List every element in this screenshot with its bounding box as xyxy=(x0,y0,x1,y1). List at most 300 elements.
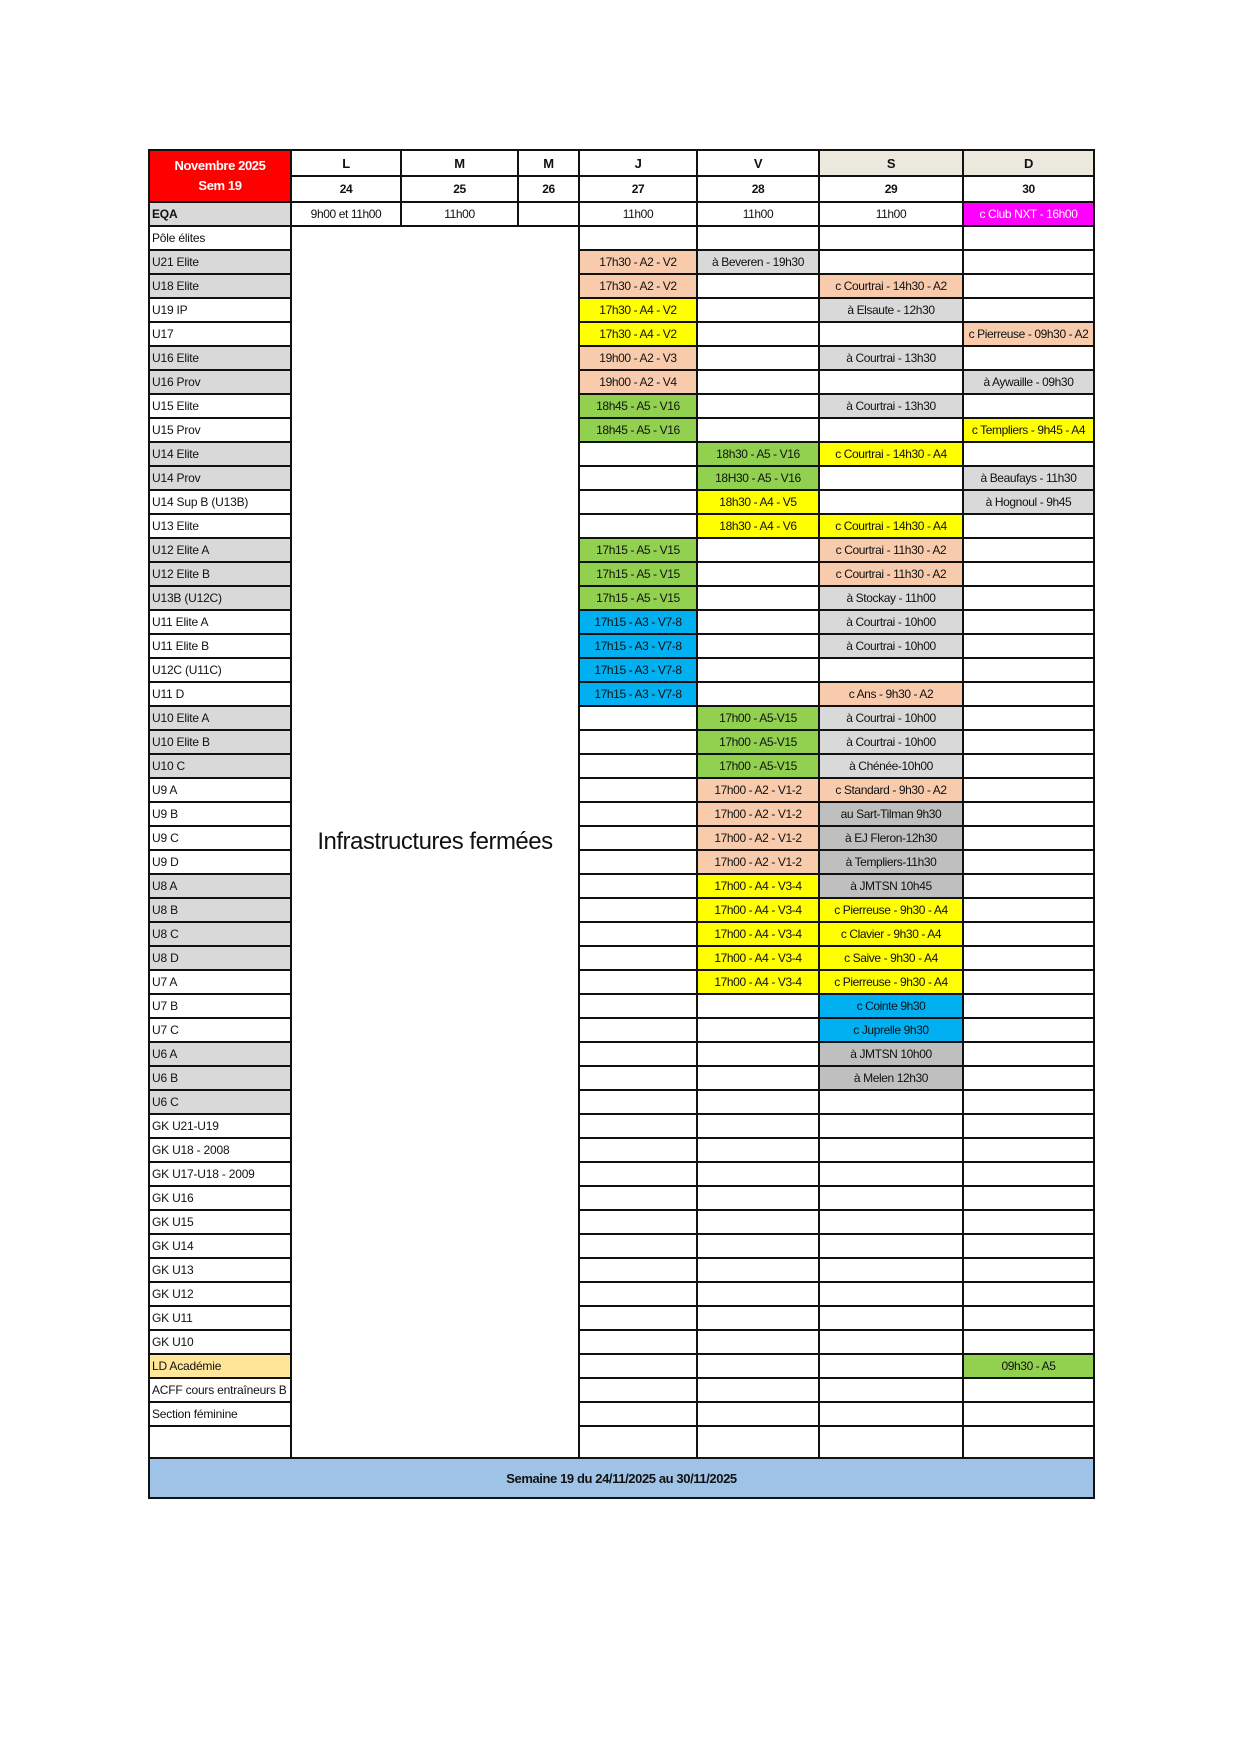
slot-cell-j: 17h30 - A2 - V2 xyxy=(579,250,697,274)
row-label: U16 Elite xyxy=(149,346,291,370)
schedule-row xyxy=(149,1018,1094,1042)
row-label: U18 Elite xyxy=(149,274,291,298)
slot-cell-s xyxy=(819,658,963,682)
slot-cell-v xyxy=(697,1210,819,1234)
slot-cell-j xyxy=(579,1066,697,1090)
slot-cell-s: c Juprelle 9h30 xyxy=(819,1018,963,1042)
row-label: U12 Elite A xyxy=(149,538,291,562)
slot-cell-v: 17h00 - A4 - V3-4 xyxy=(697,970,819,994)
slot-cell-v xyxy=(697,274,819,298)
slot-cell-j xyxy=(579,490,697,514)
row-label: ACFF cours entraîneurs B xyxy=(149,1378,291,1402)
slot-cell-s xyxy=(819,1138,963,1162)
schedule-row xyxy=(149,970,1094,994)
slot-cell-j xyxy=(579,706,697,730)
day-date-mon: 24 xyxy=(291,176,401,202)
day-letter-mon: L xyxy=(291,150,401,176)
day-date-wed: 26 xyxy=(518,176,579,202)
row-label: U12C (U11C) xyxy=(149,658,291,682)
slot-cell-v xyxy=(697,1402,819,1426)
slot-cell-j xyxy=(579,946,697,970)
slot-cell-j: 17h30 - A2 - V2 xyxy=(579,274,697,298)
slot-cell-v xyxy=(697,394,819,418)
slot-cell-s xyxy=(819,226,963,250)
schedule-row xyxy=(149,946,1094,970)
slot-cell-s: c Courtrai - 11h30 - A2 xyxy=(819,562,963,586)
slot-cell-d xyxy=(963,274,1094,298)
day-letter-fri: V xyxy=(697,150,819,176)
slot-cell-v xyxy=(697,1114,819,1138)
schedule-row xyxy=(149,730,1094,754)
slot-cell-j: 17h15 - A5 - V15 xyxy=(579,562,697,586)
row-label: U9 A xyxy=(149,778,291,802)
eqa-label: EQA xyxy=(149,202,291,226)
row-label: U15 Elite xyxy=(149,394,291,418)
slot-cell-s xyxy=(819,418,963,442)
blank-cell xyxy=(149,1426,291,1458)
slot-cell-v xyxy=(697,370,819,394)
slot-cell-j xyxy=(579,514,697,538)
slot-cell-j xyxy=(579,898,697,922)
slot-cell-s: c Courtrai - 11h30 - A2 xyxy=(819,538,963,562)
schedule-row xyxy=(149,274,1094,298)
slot-cell-v: 17h00 - A5-V15 xyxy=(697,754,819,778)
slot-cell-j xyxy=(579,802,697,826)
row-label: U21 Elite xyxy=(149,250,291,274)
slot-cell-s: à Stockay - 11h00 xyxy=(819,586,963,610)
slot-cell-d xyxy=(963,706,1094,730)
slot-cell-d xyxy=(963,1138,1094,1162)
row-label: U6 A xyxy=(149,1042,291,1066)
slot-cell-v xyxy=(697,634,819,658)
day-letter-thu: J xyxy=(579,150,697,176)
row-label: U9 D xyxy=(149,850,291,874)
slot-cell-j: 17h15 - A3 - V7-8 xyxy=(579,682,697,706)
slot-cell-s xyxy=(819,1114,963,1138)
slot-cell-v: 17h00 - A2 - V1-2 xyxy=(697,826,819,850)
slot-cell-j: 17h15 - A5 - V15 xyxy=(579,538,697,562)
day-date-sat: 29 xyxy=(819,176,963,202)
slot-cell-s: c Pierreuse - 9h30 - A4 xyxy=(819,898,963,922)
row-label: U11 Elite B xyxy=(149,634,291,658)
slot-cell-s: à Melen 12h30 xyxy=(819,1066,963,1090)
slot-cell-v: 18h30 - A4 - V5 xyxy=(697,490,819,514)
row-label: U8 D xyxy=(149,946,291,970)
footer-row xyxy=(149,1458,1094,1498)
slot-cell-v xyxy=(697,1186,819,1210)
header-row-days xyxy=(149,150,1094,176)
slot-cell-j xyxy=(579,1258,697,1282)
slot-cell-v xyxy=(697,1354,819,1378)
slot-cell-d xyxy=(963,898,1094,922)
slot-cell-j: 17h15 - A3 - V7-8 xyxy=(579,634,697,658)
day-date-fri: 28 xyxy=(697,176,819,202)
slot-cell-v xyxy=(697,1042,819,1066)
slot-cell-j xyxy=(579,1354,697,1378)
day-letter-tue: M xyxy=(401,150,518,176)
blank-cell xyxy=(579,1426,697,1458)
row-label: LD Académie xyxy=(149,1354,291,1378)
row-label: Section féminine xyxy=(149,1402,291,1426)
slot-cell-s: à Courtrai - 13h30 xyxy=(819,394,963,418)
slot-cell-j xyxy=(579,1210,697,1234)
schedule-row xyxy=(149,394,1094,418)
row-label: GK U18 - 2008 xyxy=(149,1138,291,1162)
slot-cell-j xyxy=(579,442,697,466)
slot-cell-s xyxy=(819,1258,963,1282)
slot-cell-j xyxy=(579,922,697,946)
title-month: Novembre 2025 xyxy=(174,158,266,173)
slot-cell-j xyxy=(579,730,697,754)
slot-cell-j xyxy=(579,994,697,1018)
slot-cell-v xyxy=(697,1162,819,1186)
slot-cell-j xyxy=(579,1042,697,1066)
slot-cell-j xyxy=(579,754,697,778)
slot-cell-v xyxy=(697,1258,819,1282)
schedule-row xyxy=(149,1306,1094,1330)
slot-cell-d xyxy=(963,394,1094,418)
schedule-row xyxy=(149,298,1094,322)
slot-cell-v xyxy=(697,1138,819,1162)
day-date-sun: 30 xyxy=(963,176,1094,202)
row-label: GK U11 xyxy=(149,1306,291,1330)
row-label: U7 B xyxy=(149,994,291,1018)
schedule-row xyxy=(149,1258,1094,1282)
slot-cell-d xyxy=(963,922,1094,946)
slot-cell-d xyxy=(963,1186,1094,1210)
eqa-cell-fri: 11h00 xyxy=(697,202,819,226)
slot-cell-v: à Beveren - 19h30 xyxy=(697,250,819,274)
row-label: Pôle élites xyxy=(149,226,291,250)
slot-cell-j xyxy=(579,970,697,994)
row-label: GK U10 xyxy=(149,1330,291,1354)
slot-cell-v xyxy=(697,1282,819,1306)
row-label: U7 A xyxy=(149,970,291,994)
slot-cell-d xyxy=(963,538,1094,562)
schedule-row xyxy=(149,1330,1094,1354)
header-row-dates xyxy=(149,176,1094,202)
schedule-row xyxy=(149,1114,1094,1138)
schedule-row xyxy=(149,322,1094,346)
slot-cell-d xyxy=(963,226,1094,250)
slot-cell-v: 17h00 - A2 - V1-2 xyxy=(697,778,819,802)
day-letter-sun: D xyxy=(963,150,1094,176)
schedule-row xyxy=(149,586,1094,610)
slot-cell-j: 17h15 - A3 - V7-8 xyxy=(579,610,697,634)
slot-cell-d xyxy=(963,1042,1094,1066)
row-label: GK U15 xyxy=(149,1210,291,1234)
schedule-row xyxy=(149,1042,1094,1066)
slot-cell-d: 09h30 - A5 xyxy=(963,1354,1094,1378)
slot-cell-v: 18H30 - A5 - V16 xyxy=(697,466,819,490)
slot-cell-v xyxy=(697,298,819,322)
slot-cell-j xyxy=(579,1114,697,1138)
slot-cell-v xyxy=(697,1330,819,1354)
schedule-row xyxy=(149,754,1094,778)
slot-cell-s: à JMTSN 10h45 xyxy=(819,874,963,898)
schedule-row xyxy=(149,850,1094,874)
slot-cell-s: à Chénée-10h00 xyxy=(819,754,963,778)
row-label: U11 Elite A xyxy=(149,610,291,634)
slot-cell-v: 17h00 - A4 - V3-4 xyxy=(697,922,819,946)
slot-cell-d xyxy=(963,1258,1094,1282)
slot-cell-d xyxy=(963,946,1094,970)
slot-cell-d: à Hognoul - 9h45 xyxy=(963,490,1094,514)
slot-cell-s: au Sart-Tilman 9h30 xyxy=(819,802,963,826)
slot-cell-s xyxy=(819,1402,963,1426)
row-label: U12 Elite B xyxy=(149,562,291,586)
slot-cell-j xyxy=(579,226,697,250)
slot-cell-s: à Elsaute - 12h30 xyxy=(819,298,963,322)
slot-cell-v: 17h00 - A5-V15 xyxy=(697,706,819,730)
slot-cell-s: c Courtrai - 14h30 - A4 xyxy=(819,514,963,538)
slot-cell-s xyxy=(819,1330,963,1354)
slot-cell-s xyxy=(819,1306,963,1330)
slot-cell-s: c Courtrai - 14h30 - A4 xyxy=(819,442,963,466)
slot-cell-s xyxy=(819,1354,963,1378)
slot-cell-s: c Clavier - 9h30 - A4 xyxy=(819,922,963,946)
row-label: U14 Elite xyxy=(149,442,291,466)
slot-cell-s: c Saive - 9h30 - A4 xyxy=(819,946,963,970)
schedule-row xyxy=(149,514,1094,538)
slot-cell-s xyxy=(819,1090,963,1114)
row-label: U13 Elite xyxy=(149,514,291,538)
schedule-row xyxy=(149,922,1094,946)
slot-cell-s: à JMTSN 10h00 xyxy=(819,1042,963,1066)
slot-cell-j xyxy=(579,1018,697,1042)
row-label: U13B (U12C) xyxy=(149,586,291,610)
slot-cell-d xyxy=(963,1402,1094,1426)
schedule-row xyxy=(149,1354,1094,1378)
slot-cell-v: 17h00 - A4 - V3-4 xyxy=(697,946,819,970)
slot-cell-v xyxy=(697,658,819,682)
slot-cell-j xyxy=(579,1330,697,1354)
schedule-row xyxy=(149,1186,1094,1210)
slot-cell-d xyxy=(963,1234,1094,1258)
slot-cell-s xyxy=(819,250,963,274)
slot-cell-d xyxy=(963,586,1094,610)
slot-cell-v xyxy=(697,346,819,370)
schedule-row xyxy=(149,706,1094,730)
slot-cell-s: c Cointe 9h30 xyxy=(819,994,963,1018)
slot-cell-j: 18h45 - A5 - V16 xyxy=(579,394,697,418)
closed-facilities-cell: Infrastructures fermées xyxy=(291,226,579,1458)
slot-cell-v xyxy=(697,1018,819,1042)
row-label: U14 Prov xyxy=(149,466,291,490)
slot-cell-d xyxy=(963,1282,1094,1306)
slot-cell-d xyxy=(963,442,1094,466)
slot-cell-j: 17h15 - A3 - V7-8 xyxy=(579,658,697,682)
slot-cell-d xyxy=(963,1162,1094,1186)
slot-cell-d: à Beaufays - 11h30 xyxy=(963,466,1094,490)
slot-cell-d xyxy=(963,1330,1094,1354)
slot-cell-s xyxy=(819,466,963,490)
slot-cell-d xyxy=(963,778,1094,802)
schedule-row xyxy=(149,1282,1094,1306)
slot-cell-d xyxy=(963,730,1094,754)
slot-cell-d: c Templiers - 9h45 - A4 xyxy=(963,418,1094,442)
day-letter-wed: M xyxy=(518,150,579,176)
eqa-cell-sat: 11h00 xyxy=(819,202,963,226)
slot-cell-s: c Pierreuse - 9h30 - A4 xyxy=(819,970,963,994)
slot-cell-j xyxy=(579,1234,697,1258)
schedule-row xyxy=(149,682,1094,706)
slot-cell-j xyxy=(579,850,697,874)
schedule-row xyxy=(149,658,1094,682)
slot-cell-j: 19h00 - A2 - V4 xyxy=(579,370,697,394)
slot-cell-s xyxy=(819,322,963,346)
slot-cell-v: 17h00 - A2 - V1-2 xyxy=(697,802,819,826)
slot-cell-j: 19h00 - A2 - V3 xyxy=(579,346,697,370)
slot-cell-j xyxy=(579,874,697,898)
schedule-row xyxy=(149,874,1094,898)
slot-cell-d xyxy=(963,514,1094,538)
day-date-tue: 25 xyxy=(401,176,518,202)
slot-cell-d xyxy=(963,1018,1094,1042)
row-label: U11 D xyxy=(149,682,291,706)
day-letter-sat: S xyxy=(819,150,963,176)
slot-cell-j xyxy=(579,1306,697,1330)
slot-cell-s xyxy=(819,490,963,514)
slot-cell-v xyxy=(697,1234,819,1258)
slot-cell-d xyxy=(963,634,1094,658)
slot-cell-v xyxy=(697,994,819,1018)
slot-cell-s xyxy=(819,1162,963,1186)
slot-cell-v xyxy=(697,1378,819,1402)
slot-cell-v xyxy=(697,1066,819,1090)
row-label: U6 B xyxy=(149,1066,291,1090)
schedule-row xyxy=(149,634,1094,658)
slot-cell-d xyxy=(963,1210,1094,1234)
slot-cell-v xyxy=(697,610,819,634)
eqa-cell-tue: 11h00 xyxy=(401,202,518,226)
day-date-thu: 27 xyxy=(579,176,697,202)
row-label: U8 B xyxy=(149,898,291,922)
slot-cell-d xyxy=(963,802,1094,826)
row-label: GK U14 xyxy=(149,1234,291,1258)
slot-cell-j: 17h30 - A4 - V2 xyxy=(579,298,697,322)
slot-cell-v xyxy=(697,1090,819,1114)
slot-cell-s: à Courtrai - 13h30 xyxy=(819,346,963,370)
schedule-row xyxy=(149,226,1094,250)
slot-cell-s: c Ans - 9h30 - A2 xyxy=(819,682,963,706)
slot-cell-s: à Courtrai - 10h00 xyxy=(819,634,963,658)
slot-cell-s xyxy=(819,1210,963,1234)
slot-cell-j: 17h15 - A5 - V15 xyxy=(579,586,697,610)
slot-cell-v xyxy=(697,682,819,706)
slot-cell-j xyxy=(579,778,697,802)
schedule-row xyxy=(149,370,1094,394)
schedule-row xyxy=(149,490,1094,514)
slot-cell-d: c Pierreuse - 09h30 - A2 xyxy=(963,322,1094,346)
slot-cell-v xyxy=(697,418,819,442)
slot-cell-d xyxy=(963,658,1094,682)
eqa-cell-thu: 11h00 xyxy=(579,202,697,226)
slot-cell-v xyxy=(697,586,819,610)
slot-cell-d xyxy=(963,1114,1094,1138)
slot-cell-v xyxy=(697,226,819,250)
schedule-row xyxy=(149,1162,1094,1186)
slot-cell-d xyxy=(963,1090,1094,1114)
slot-cell-s xyxy=(819,1282,963,1306)
row-label: U8 C xyxy=(149,922,291,946)
slot-cell-j xyxy=(579,1186,697,1210)
slot-cell-v: 17h00 - A4 - V3-4 xyxy=(697,898,819,922)
row-label: U9 B xyxy=(149,802,291,826)
slot-cell-v: 17h00 - A5-V15 xyxy=(697,730,819,754)
schedule-row xyxy=(149,1378,1094,1402)
row-label: GK U13 xyxy=(149,1258,291,1282)
slot-cell-d xyxy=(963,850,1094,874)
schedule-row xyxy=(149,346,1094,370)
slot-cell-s: à Courtrai - 10h00 xyxy=(819,706,963,730)
slot-cell-d xyxy=(963,1306,1094,1330)
slot-cell-s: à Courtrai - 10h00 xyxy=(819,730,963,754)
slot-cell-d xyxy=(963,970,1094,994)
slot-cell-v: 18h30 - A5 - V16 xyxy=(697,442,819,466)
schedule-table xyxy=(148,149,1095,1499)
blank-cell xyxy=(697,1426,819,1458)
schedule-row xyxy=(149,778,1094,802)
schedule-row xyxy=(149,1090,1094,1114)
slot-cell-s: à Templiers-11h30 xyxy=(819,850,963,874)
row-label: U9 C xyxy=(149,826,291,850)
row-label: GK U12 xyxy=(149,1282,291,1306)
slot-cell-d xyxy=(963,754,1094,778)
slot-cell-j xyxy=(579,1378,697,1402)
slot-cell-d xyxy=(963,250,1094,274)
slot-cell-s: à Courtrai - 10h00 xyxy=(819,610,963,634)
slot-cell-d xyxy=(963,994,1094,1018)
slot-cell-s: c Courtrai - 14h30 - A2 xyxy=(819,274,963,298)
slot-cell-s xyxy=(819,1234,963,1258)
slot-cell-v xyxy=(697,562,819,586)
slot-cell-j xyxy=(579,1162,697,1186)
schedule-row xyxy=(149,1234,1094,1258)
eqa-row xyxy=(149,202,1094,226)
slot-cell-v xyxy=(697,538,819,562)
eqa-cell-sun: c Club NXT - 16h00 xyxy=(963,202,1094,226)
schedule-row xyxy=(149,1210,1094,1234)
slot-cell-v: 18h30 - A4 - V6 xyxy=(697,514,819,538)
row-label: U16 Prov xyxy=(149,370,291,394)
row-label: U6 C xyxy=(149,1090,291,1114)
slot-cell-j: 18h45 - A5 - V16 xyxy=(579,418,697,442)
slot-cell-v xyxy=(697,322,819,346)
slot-cell-d xyxy=(963,1066,1094,1090)
slot-cell-s xyxy=(819,1378,963,1402)
row-label: GK U17-U18 - 2009 xyxy=(149,1162,291,1186)
slot-cell-d xyxy=(963,1378,1094,1402)
slot-cell-d xyxy=(963,346,1094,370)
slot-cell-d xyxy=(963,562,1094,586)
slot-cell-s: c Standard - 9h30 - A2 xyxy=(819,778,963,802)
schedule-row xyxy=(149,418,1094,442)
schedule-row xyxy=(149,442,1094,466)
schedule-row xyxy=(149,250,1094,274)
slot-cell-d xyxy=(963,298,1094,322)
row-label: U8 A xyxy=(149,874,291,898)
slot-cell-j xyxy=(579,466,697,490)
schedule-row xyxy=(149,994,1094,1018)
row-label: U10 C xyxy=(149,754,291,778)
schedule-row xyxy=(149,1138,1094,1162)
slot-cell-j xyxy=(579,1138,697,1162)
eqa-cell-mon: 9h00 et 11h00 xyxy=(291,202,401,226)
slot-cell-j xyxy=(579,1090,697,1114)
slot-cell-d xyxy=(963,682,1094,706)
slot-cell-v xyxy=(697,1306,819,1330)
